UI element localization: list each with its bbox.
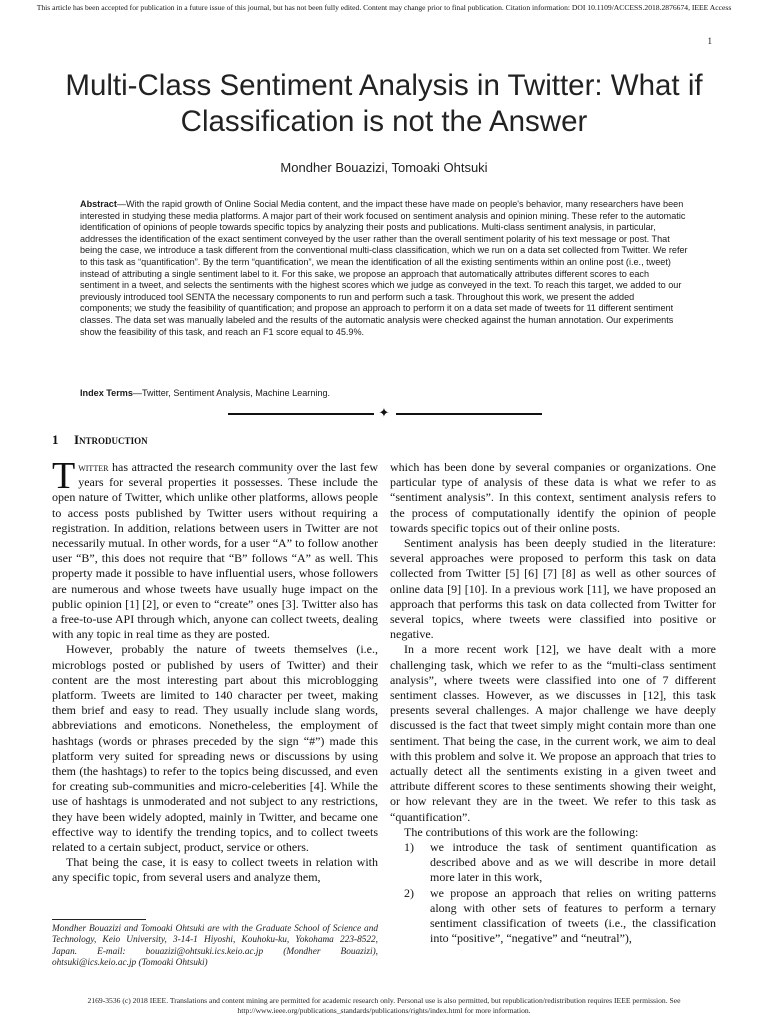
section-number: 1: [52, 432, 59, 447]
license-notice: [40, 996, 728, 1016]
divider-line-right: [396, 413, 542, 415]
footnote-rule: [52, 919, 146, 920]
section-divider: [0, 404, 768, 424]
paragraph-text: has attracted the research community over the last few years for several properties it possesses. These include the open nature of Twitter, which unlike other platforms, allows people to access posts published by Twitter users without requiring a registration. In addition, relations between users in Twitter are not necessarily mutual. In other words, for a user “A” to follow another user “B”, this does not require that “B” follows “A” as well. This property made it possible to have influential users, whose followers are numerous and whose tweets have usually huge impact on the public opinion [1] [2], or even to “create” ones [3]. Twitter also has a free-to-use API through which, anyone can collect tweets, dealing with any topic in real time as they are posted.: [52, 460, 378, 642]
diamond-ornament-icon: ✦: [378, 405, 390, 420]
index-terms: [80, 388, 688, 398]
contribution-text: we introduce the task of sentiment quantification as described above and as we will describe in more detail more later in this work,: [430, 840, 716, 885]
contribution-number: 1): [404, 840, 414, 855]
contribution-item: [390, 886, 716, 947]
contribution-text: we propose an approach that relies on writing patterns along with other sets of features to perform a ternary sentiment classification of tweets (i.e., the classification into “positive”, “negative” and “neutral”),: [430, 885, 716, 946]
left-column: [52, 455, 378, 886]
paragraph: The contributions of this work are the following:: [404, 824, 639, 839]
footnote: Mondher Bouazizi and Tomoaki Ohtsuki are with the Graduate School of Science and Technology, Keio University, 3-14-1 Hiyoshi, Kouhoku-ku, Yokohama 223-8522, Japan. E-mail: bouazizi@ohtsuki.ics.keio.ac.jp (Mondher Bouazizi), ohtsuki@ics.keio.ac.jp (Tomoaki Ohtsuki): [52, 924, 378, 969]
section-title: Introduction: [74, 432, 148, 447]
abstract-text: —With the rapid growth of Online Social Media content, and the impact these have made on people's behavior, many researchers have been interested in studying these media platforms. A major part of their work focused on sentiment analysis and opinion mining. These refer to the automatic identification of opinions of people towards specific topics by analyzing their posts and publications. Multi-class sentiment analysis, in particular, addresses the identification of the exact sentiment conveyed by the user rather than the overall sentiment polarity of his text message or post. That being the case, we introduce a task different from the conventional multi-class classification, which we run on a data set collected from Twitter. We refer to this task as “quantification”. By the term “quantification”, we mean the identification of all the existing sentiments within an online post (i.e., tweet) instead of attributing a single sentiment label to it. For this sake, we propose an approach that automatically attributes different scores to each sentiment in a tweet, and selects the sentiments with the highest scores which we judge as conveyed in the text. To reach this target, we added to our previously introduced tool SENTA the necessary components to run and perform such a task. Throughout this work, we present the added components; we study the feasibility of quantification; and propose an approach to perform it on a data set made of tweets for 11 different sentiment classes. The data set was manually labeled and the results of the automatic analysis were checked against the human annotation. Our experiments show the feasibility of this task, and reach an F1 score equal to 45.9%.: [80, 199, 688, 337]
right-column: [390, 460, 716, 947]
abstract: [80, 199, 688, 338]
paper-title: [40, 68, 728, 140]
contribution-number: 2): [404, 885, 414, 900]
paragraph: However, probably the nature of tweets themselves (i.e., microblogs posted or published by users of Twitter) and their content are the most interesting part about this microblogging platform. Tweets are limited to 140 character per tweet, making them brief and easy to read. They usually include slang words, abbreviations and emoticons. Nonetheless, the employment of hashtags (words or phrases preceded by the sign “#”) made this platform very suited for spreading news or discussions by using them (the hashtags) to refer to the topics being discussed, and even for creating sub-communities and micro-celeberities [4]. While the use of hashtags is unmoderated and not subject to any restrictions, they have been widely adopted, mainly in Twitter, and became one effective way to identify the trending topics, and to collect tweets related to a certain subject, product, service or others.: [52, 642, 378, 855]
license-line-2: http://www.ieee.org/publications_standards/publications/rights/index.html for more information.: [237, 1006, 531, 1015]
paragraph: That being the case, it is easy to collect tweets in relation with any specific topic, from several users and analyze them,: [52, 855, 378, 885]
lead-word: witter: [78, 460, 109, 474]
title-line-1: Multi-Class Sentiment Analysis in Twitter: What if: [65, 69, 703, 102]
paragraph: In a more recent work [12], we have dealt with a more challenging task, which we refer to as the “multi-class sentiment analysis”, where tweets were classified into one of 7 different sentiment classes. However, as we discusses in [12], this task presents several challenges. A major challenge we have deeply discussed is the fact that tweet simply might contain more than one sentiment. That being the case, in the current work, we aim to deal with this problem and solve it. We propose an approach that tries to actually detect all the sentiments existing in a given tweet and attribute different scores to these sentiments showing their weight, or how relevant they are in the tweet. We refer to this task as “quantification”.: [390, 642, 716, 824]
section-heading: [52, 432, 148, 448]
license-line-1: 2169-3536 (c) 2018 IEEE. Translations and content mining are permitted for academic research only. Personal use is also permitted, but republication/redistribution requires IEEE permission. See: [87, 996, 681, 1005]
paragraph: [52, 455, 378, 642]
index-terms-text: —Twitter, Sentiment Analysis, Machine Learning.: [132, 388, 331, 398]
paragraph: Sentiment analysis has been deeply studied in the literature: several approaches were proposed to perform this task on data collected from Twitter [5] [6] [7] [8] as well as other sources of online data [9] [10]. In a previous work [11], we have proposed an approach that performs this task on data collected from Twitter for several topics, where tweets were classified into positive or negative.: [390, 536, 716, 642]
index-terms-label: Index Terms: [80, 388, 133, 398]
authors: Mondher Bouazizi, Tomoaki Ohtsuki: [280, 160, 488, 175]
journal-notice: This article has been accepted for publication in a future issue of this journal, but has not been fully edited. Content may change prior to final publication. Citation information: DOI 10.1109/ACCESS.2018.2876674, IEEE Access: [36, 3, 732, 12]
abstract-label: Abstract: [80, 199, 117, 209]
contribution-item: [390, 840, 716, 886]
drop-cap: T: [52, 455, 76, 497]
paragraph: which has been done by several companies or organizations. One particular type of analysis of these data is what we refer to as “sentiment analysis”. In this context, sentiment analysis refers to the process of computationally identify the opinion of people towards specific topics out of their online posts.: [390, 460, 716, 535]
title-line-2: Classification is not the Answer: [180, 105, 588, 138]
page-number: 1: [707, 36, 712, 46]
divider-line-left: [228, 413, 374, 415]
